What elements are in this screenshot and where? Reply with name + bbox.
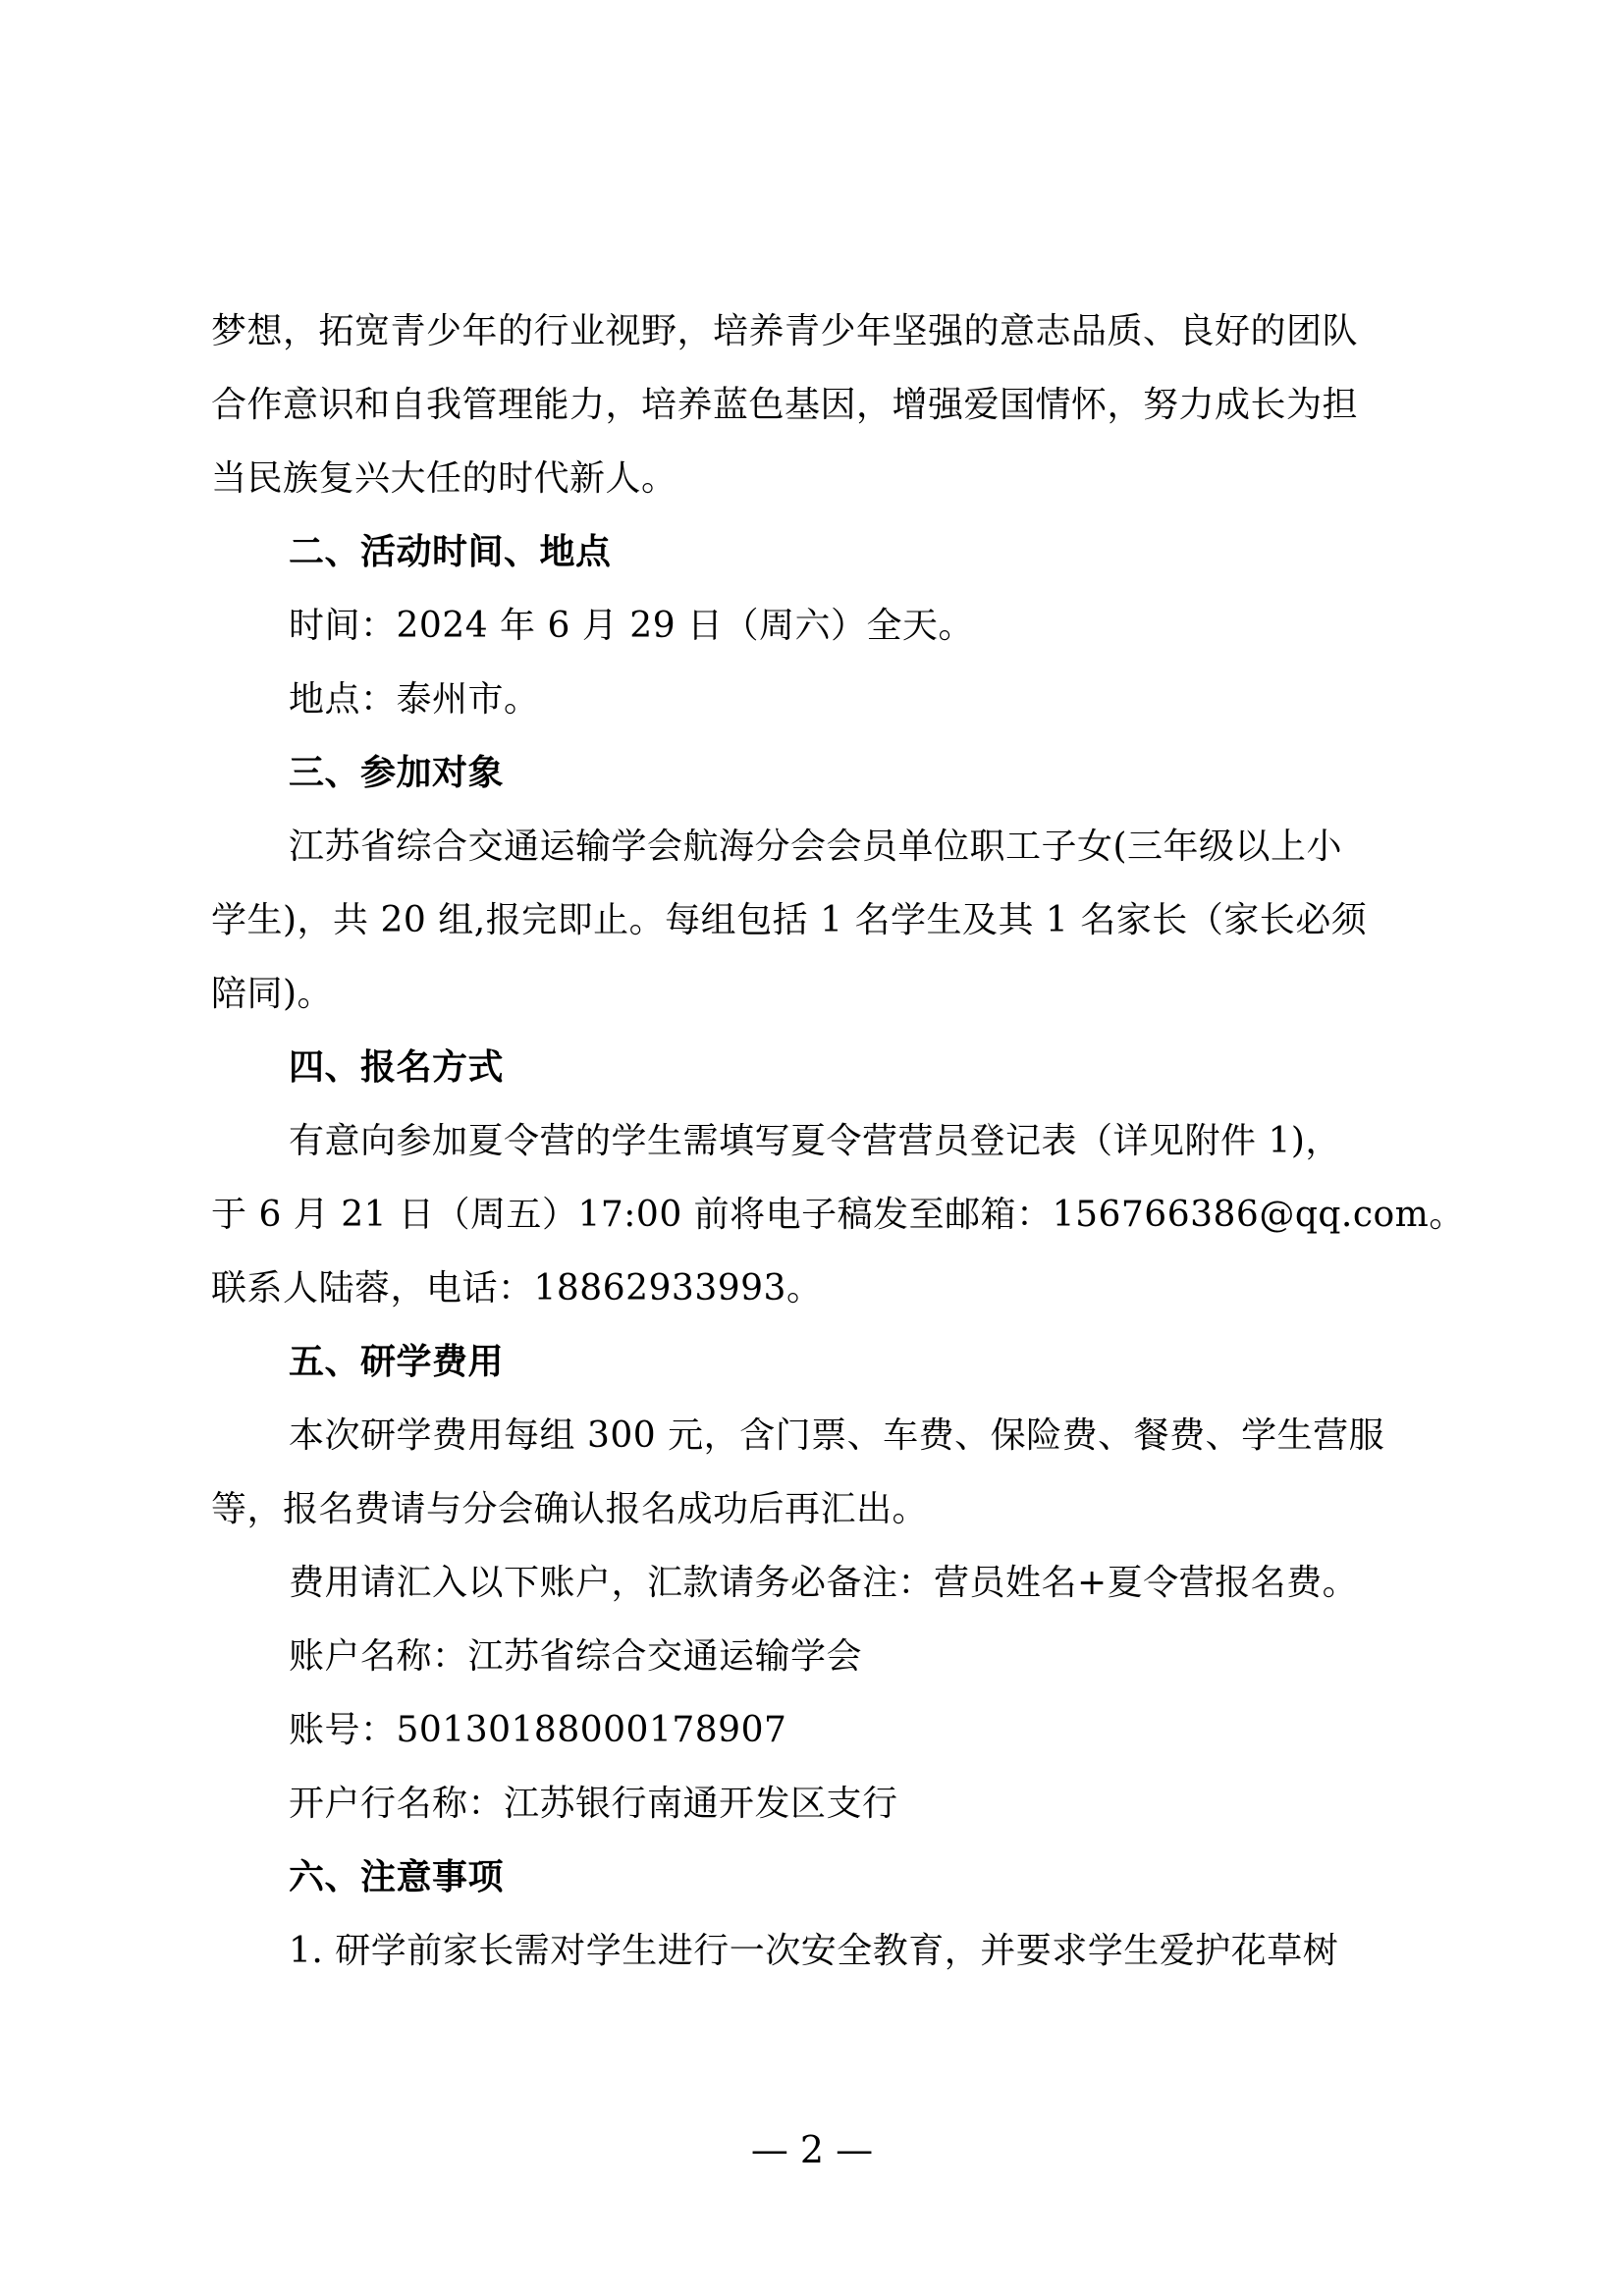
account-number: 账号：50130188000178907 — [289, 1710, 787, 1750]
bank-name: 开户行名称：江苏银行南通开发区支行 — [289, 1784, 898, 1824]
text-line: 等，报名费请与分会确认报名成功后再汇出。 — [211, 1489, 929, 1529]
page-number: — 2 — — [750, 2128, 874, 2171]
text-line: 当民族复兴大任的时代新人。 — [211, 458, 677, 499]
text-line-email: 于 6 月 21 日（周五）17:00 前将电子稿发至邮箱：156766386@qq.com。 — [211, 1195, 1465, 1235]
section-heading-fees: 五、研学费用 — [289, 1341, 505, 1382]
text-line: 费用请汇入以下账户，汇款请务必备注：营员姓名+夏令营报名费。 — [289, 1563, 1359, 1603]
text-line: 地点：泰州市。 — [289, 679, 540, 720]
section-heading-participants: 三、参加对象 — [289, 752, 505, 793]
text-line: 合作意识和自我管理能力，培养蓝色基因，增强爱国情怀，努力成长为担 — [211, 385, 1359, 425]
text-line: 1. 研学前家长需对学生进行一次安全教育，并要求学生爱护花草树 — [289, 1931, 1339, 1971]
text-line: 江苏省综合交通运输学会航海分会会员单位职工子女(三年级以上小 — [289, 827, 1343, 867]
section-heading-time-place: 二、活动时间、地点 — [289, 531, 612, 572]
text-line: 本次研学费用每组 300 元，含门票、车费、保险费、餐费、学生营服 — [289, 1415, 1385, 1456]
text-line: 时间：2024 年 6 月 29 日（周六）全天。 — [289, 606, 975, 646]
text-line: 梦想，拓宽青少年的行业视野，培养青少年坚强的意志品质、良好的团队 — [211, 311, 1359, 351]
section-heading-notes: 六、注意事项 — [289, 1856, 505, 1897]
body-text — [211, 294, 1465, 1988]
section-heading-registration: 四、报名方式 — [289, 1046, 505, 1088]
text-line: 学生)，共 20 组,报完即止。每组包括 1 名学生及其 1 名家长（家长必须 — [211, 900, 1368, 940]
text-line: 有意向参加夏令营的学生需填写夏令营营员登记表（详见附件 1)， — [289, 1121, 1341, 1161]
text-line-contact: 联系人陆蓉，电话：18862933993。 — [211, 1268, 823, 1308]
account-name: 账户名称：江苏省综合交通运输学会 — [289, 1636, 863, 1677]
text-line: 陪同)。 — [211, 974, 334, 1014]
